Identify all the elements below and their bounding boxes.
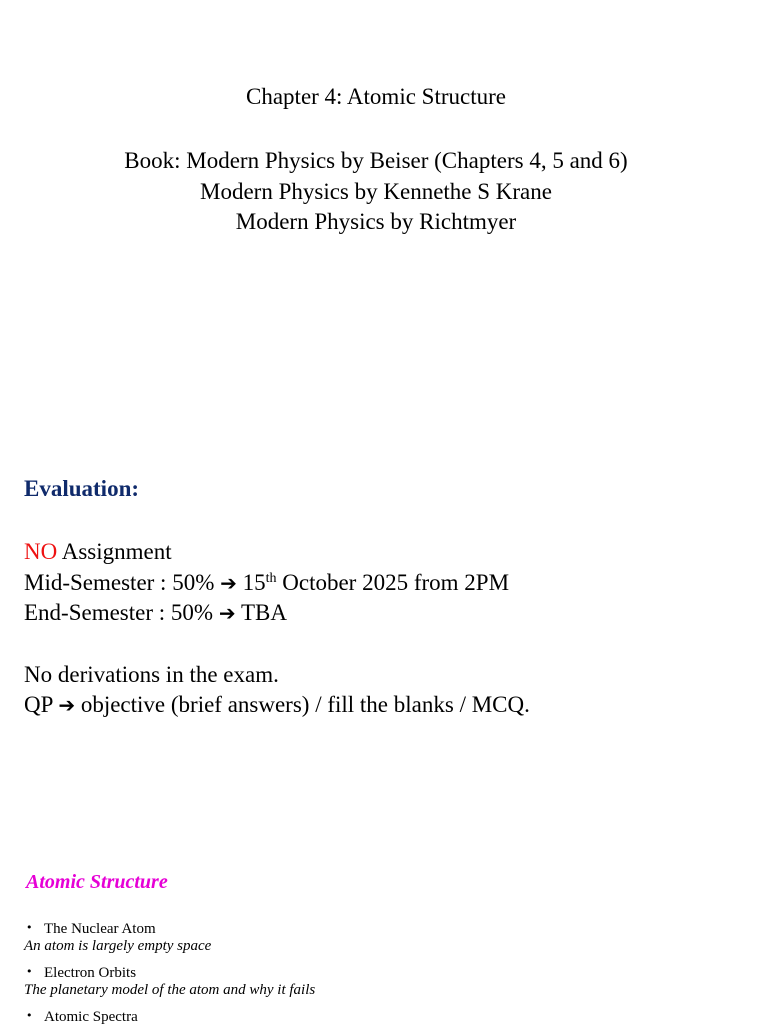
qp-format: objective (brief answers) / fill the blanks / MCQ.: [80, 692, 530, 717]
spacer: [24, 629, 530, 660]
assignment-flag: NO: [24, 539, 58, 564]
book-reference-beiser: Book: Modern Physics by Beiser (Chapters 4, 5 and 6): [124, 148, 628, 173]
mid-semester-day-suffix: th: [265, 570, 277, 586]
arrow-right-icon: ➔: [58, 693, 76, 717]
topic-description: An atom is largely empty space: [24, 938, 212, 954]
topic-name: Atomic Spectra: [44, 1009, 138, 1025]
question-paper-line: [24, 690, 530, 721]
topic-name: The Nuclear Atom: [44, 921, 156, 937]
evaluation-details: [24, 537, 530, 721]
section-title: Atomic Structure: [26, 871, 168, 893]
topic-list: [24, 918, 315, 1031]
assignment-line: [24, 537, 530, 568]
mid-semester-date: October 2025 from 2PM: [282, 569, 510, 595]
assignment-text: Assignment: [61, 539, 172, 564]
topic-description: The planetary model of the atom and why it fails: [24, 982, 316, 998]
mid-semester-label: Mid-Semester : 50%: [24, 569, 215, 595]
book-reference-krane: Modern Physics by Kennethe S Krane: [200, 178, 552, 204]
list-item: [24, 918, 315, 956]
end-semester-label: End-Semester : 50%: [24, 600, 214, 625]
list-item: [24, 962, 315, 1000]
bullet-icon: •: [26, 921, 33, 934]
bullet-icon: •: [26, 1009, 33, 1022]
book-list: [0, 146, 752, 238]
topic-name: Electron Orbits: [44, 965, 137, 981]
derivations-note: No derivations in the exam.: [24, 661, 279, 687]
book-reference-richtmyer: Modern Physics by Richtmyer: [235, 209, 517, 234]
chapter-title: Chapter 4: Atomic Structure: [246, 84, 506, 109]
mid-semester-line: [24, 568, 530, 599]
qp-label: QP: [24, 692, 53, 717]
end-semester-line: [24, 598, 530, 629]
bullet-icon: •: [26, 965, 33, 978]
evaluation-heading: Evaluation:: [24, 476, 140, 501]
end-semester-value: TBA: [240, 600, 287, 625]
arrow-right-icon: ➔: [218, 601, 236, 625]
mid-semester-day: 15: [242, 569, 266, 595]
list-item: [24, 1006, 315, 1025]
arrow-right-icon: ➔: [220, 570, 237, 595]
